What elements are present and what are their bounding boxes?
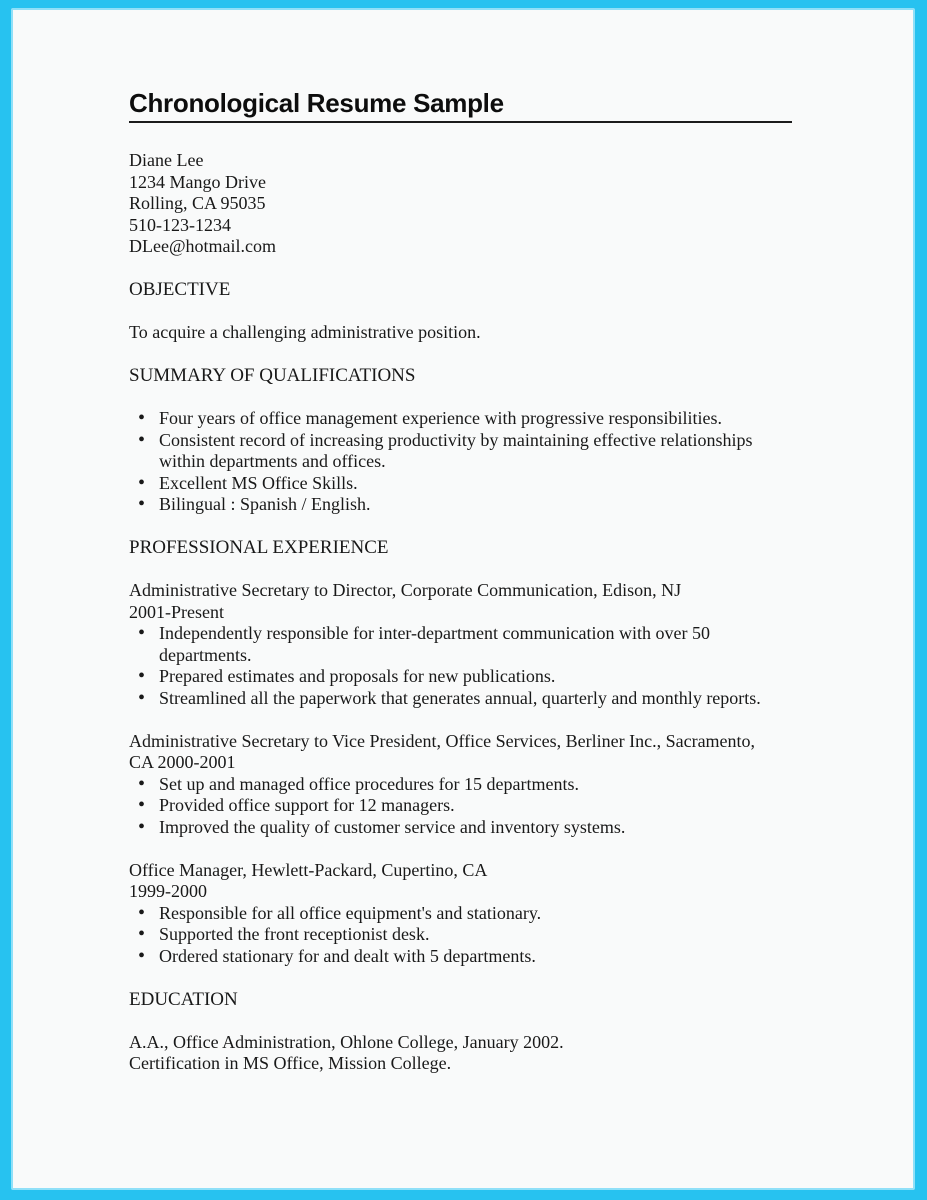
job-head: [129, 580, 797, 623]
resume-content: [129, 88, 797, 1075]
job-bullet-list: [129, 774, 797, 839]
contact-phone: 510-123-1234: [129, 214, 231, 235]
summary-bullet: • Excellent MS Office Skills.: [129, 473, 777, 495]
job-title: Office Manager, Hewlett-Packard, Cupertino, CA: [129, 859, 488, 880]
job-entry: [129, 731, 797, 839]
job-bullet: • Improved the quality of customer service and inventory systems.: [129, 817, 777, 839]
job-bullet: • Ordered stationary for and dealt with 5 departments.: [129, 946, 777, 968]
job-dates: 1999-2000: [129, 881, 207, 901]
objective-heading: OBJECTIVE: [129, 279, 231, 300]
education-line: Certification in MS Office, Mission College.: [129, 1053, 452, 1073]
experience-heading: PROFESSIONAL EXPERIENCE: [129, 537, 389, 558]
job-bullet: • Streamlined all the paperwork that generates annual, quarterly and monthly reports.: [129, 688, 777, 710]
contact-city: Rolling, CA 95035: [129, 193, 266, 213]
job-bullet: • Supported the front receptionist desk.: [129, 924, 777, 946]
contact-street: 1234 Mango Drive: [129, 171, 266, 192]
job-bullet-list: [129, 623, 797, 709]
summary-list: [129, 408, 797, 516]
contact-block: [129, 150, 797, 258]
page-title: Chronological Resume Sample: [129, 88, 504, 118]
job-bullet: • Set up and managed office procedures for 15 departments.: [129, 774, 777, 796]
summary-bullet: • Consistent record of increasing productivity by maintaining effective relationships within departments and offices.: [129, 430, 777, 473]
education-block: [129, 1032, 797, 1075]
job-entry: [129, 580, 797, 709]
summary-heading: SUMMARY OF QUALIFICATIONS: [129, 365, 416, 386]
resume-page: [11, 8, 915, 1190]
job-bullet: • Responsible for all office equipment's and stationary.: [129, 903, 777, 925]
summary-bullet: • Bilingual : Spanish / English.: [129, 494, 777, 516]
job-entry: [129, 860, 797, 968]
job-title: Administrative Secretary to Vice President, Office Services, Berliner Inc., Sacramento,: [129, 730, 756, 751]
education-heading: EDUCATION: [129, 988, 238, 1010]
contact-email: DLee@hotmail.com: [129, 236, 277, 256]
contact-name: Diane Lee: [129, 150, 204, 170]
job-title: Administrative Secretary to Director, Corporate Communication, Edison, NJ: [129, 580, 682, 600]
objective-text: To acquire a challenging administrative position.: [129, 322, 481, 342]
job-head: [129, 731, 797, 774]
job-bullet-list: [129, 903, 797, 968]
job-bullet: • Provided office support for 12 managers.: [129, 795, 777, 817]
title-underline: [129, 121, 792, 123]
job-dates: 2001-Present: [129, 601, 224, 622]
job-head: [129, 860, 797, 903]
summary-bullet: • Four years of office management experience with progressive responsibilities.: [129, 408, 777, 430]
job-bullet: • Prepared estimates and proposals for new publications.: [129, 666, 777, 688]
job-bullet: • Independently responsible for inter-department communication with over 50 departments.: [129, 623, 777, 666]
education-line: A.A., Office Administration, Ohlone College, January 2002.: [129, 1031, 564, 1052]
job-dates: CA 2000-2001: [129, 752, 236, 772]
